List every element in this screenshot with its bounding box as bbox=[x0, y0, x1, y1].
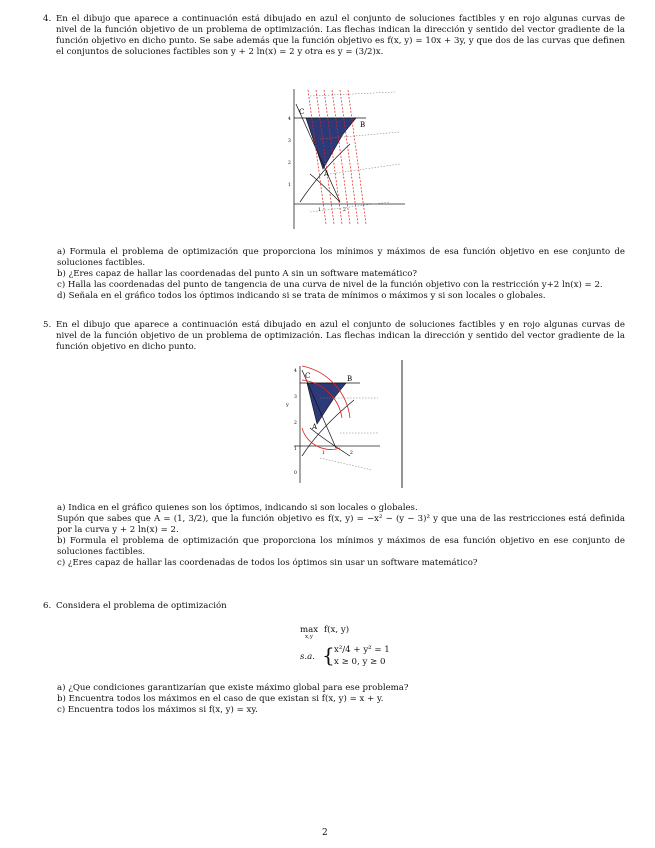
item-c: c) Encuentra todos los máximos si f(x, y) = xy. bbox=[57, 705, 258, 715]
y-tick: 1 bbox=[288, 183, 291, 188]
item-b: b) ¿Eres capaz de hallar las coordenadas del punto A sin un software matemático? bbox=[57, 269, 418, 279]
y-tick: 4 bbox=[294, 369, 297, 374]
constraint-2: x ≥ 0, y ≥ 0 bbox=[334, 657, 386, 667]
y-tick: 2 bbox=[288, 161, 291, 166]
problem-4 bbox=[43, 14, 625, 58]
x-tick: 1 bbox=[322, 451, 325, 456]
y-axis-label: y bbox=[286, 402, 289, 408]
problem-5-items bbox=[57, 503, 625, 569]
item-a: a) ¿Que condiciones garantizarían que existe máximo global para ese problema? bbox=[57, 683, 409, 693]
item-b: b) Encuentra todos los máximos en el caso de que existan si f(x, y) = x + y. bbox=[57, 694, 384, 704]
y-tick: 4 bbox=[288, 117, 291, 122]
figure-problem-4 bbox=[280, 84, 410, 234]
item-a: a) Formula el problema de optimización que proporciona los mínimos y máximos de esa función objetivo en ese conjunto de soluciones factibles. bbox=[57, 247, 625, 268]
point-label-c: C bbox=[305, 372, 311, 380]
problem-text: Considera el problema de optimización bbox=[56, 601, 227, 611]
item-c: c) ¿Eres capaz de hallar las coordenadas de todos los óptimos sin usar un software matemático? bbox=[57, 558, 478, 568]
figure-problem-5 bbox=[280, 358, 410, 490]
problem-text: En el dibujo que aparece a continuación está dibujado en azul el conjunto de soluciones factibles y en rojo algunas curvas de nivel de la función objetivo de un problema de optimización. Las flechas indican la dirección y sentido del vector gradiente de la función objetivo en dicho punto. bbox=[56, 320, 625, 352]
gradient-arrows bbox=[320, 398, 378, 470]
y-tick: 2 bbox=[294, 421, 297, 426]
point-label-c: C bbox=[299, 108, 305, 116]
problem-6 bbox=[43, 601, 625, 612]
problem-4-items bbox=[57, 247, 625, 302]
problem-text: En el dibujo que aparece a continuación está dibujado en azul el conjunto de soluciones factibles y en rojo algunas curvas de nivel de la función objetivo de un problema de optimización. Las flechas indican la dirección y sentido del vector gradiente de la función objetivo en dicho punto. Se sabe además que la función objetivo es f(x, y) = 10x + 3y, y que dos de las curvas que definen el conjuntos de soluciones factibles son y + 2 ln(x) = 2 y otra es y = (3/2)x. bbox=[56, 14, 625, 57]
item-d: d) Señala en el gráfico todos los óptimos indicando si se trata de mínimos o máximos y si son locales o globales. bbox=[57, 291, 546, 301]
brace: { bbox=[322, 643, 335, 667]
problem-number: 4. bbox=[43, 14, 52, 24]
feasible-region bbox=[307, 383, 346, 424]
objective-operator: max bbox=[300, 625, 319, 635]
item-supposition: Supón que sabes que A = (1, 3/2), que la función objetivo es f(x, y) = −x² − (y − 3)² y que una de las restricciones está definida por la curva y + 2 ln(x) = 2. bbox=[57, 514, 625, 535]
subject-to-label: s.a. bbox=[300, 652, 315, 662]
y-tick: 0 bbox=[294, 471, 297, 476]
problem-number: 6. bbox=[43, 601, 52, 611]
x-tick: 1 bbox=[318, 208, 321, 213]
item-b: b) Formula el problema de optimización que proporciona los mínimos y máximos de esa función objetivo en ese conjunto de soluciones factibles. bbox=[57, 536, 625, 557]
objective-function: f(x, y) bbox=[324, 625, 350, 635]
item-a: a) Indica en el gráfico quienes son los óptimos, indicando si son locales o globales. bbox=[57, 503, 418, 513]
constraint-curve-lower bbox=[310, 428, 350, 456]
item-c: c) Halla las coordenadas del punto de tangencia de una curva de nivel de la función objetivo con la restricción y+2 ln(x) = 2. bbox=[57, 280, 603, 290]
point-label-b: B bbox=[347, 375, 353, 383]
x-tick: 2 bbox=[350, 451, 353, 456]
point-label-a: A bbox=[324, 170, 330, 178]
constraint-curve bbox=[302, 400, 354, 456]
point-label-b: B bbox=[360, 121, 366, 129]
y-tick: 1 bbox=[294, 447, 297, 452]
constraint-line bbox=[302, 370, 336, 448]
constraint-1: x²/4 + y² = 1 bbox=[334, 645, 390, 655]
page-number: 2 bbox=[322, 828, 328, 838]
y-tick: 3 bbox=[294, 395, 297, 400]
optimization-problem bbox=[300, 625, 420, 669]
x-tick: 2 bbox=[343, 208, 346, 213]
objective-vars: x,y bbox=[305, 634, 313, 640]
problem-5 bbox=[43, 320, 625, 353]
point-label-a: A bbox=[312, 423, 318, 431]
y-tick: 3 bbox=[288, 139, 291, 144]
problem-6-items bbox=[57, 683, 625, 716]
problem-number: 5. bbox=[43, 320, 52, 330]
